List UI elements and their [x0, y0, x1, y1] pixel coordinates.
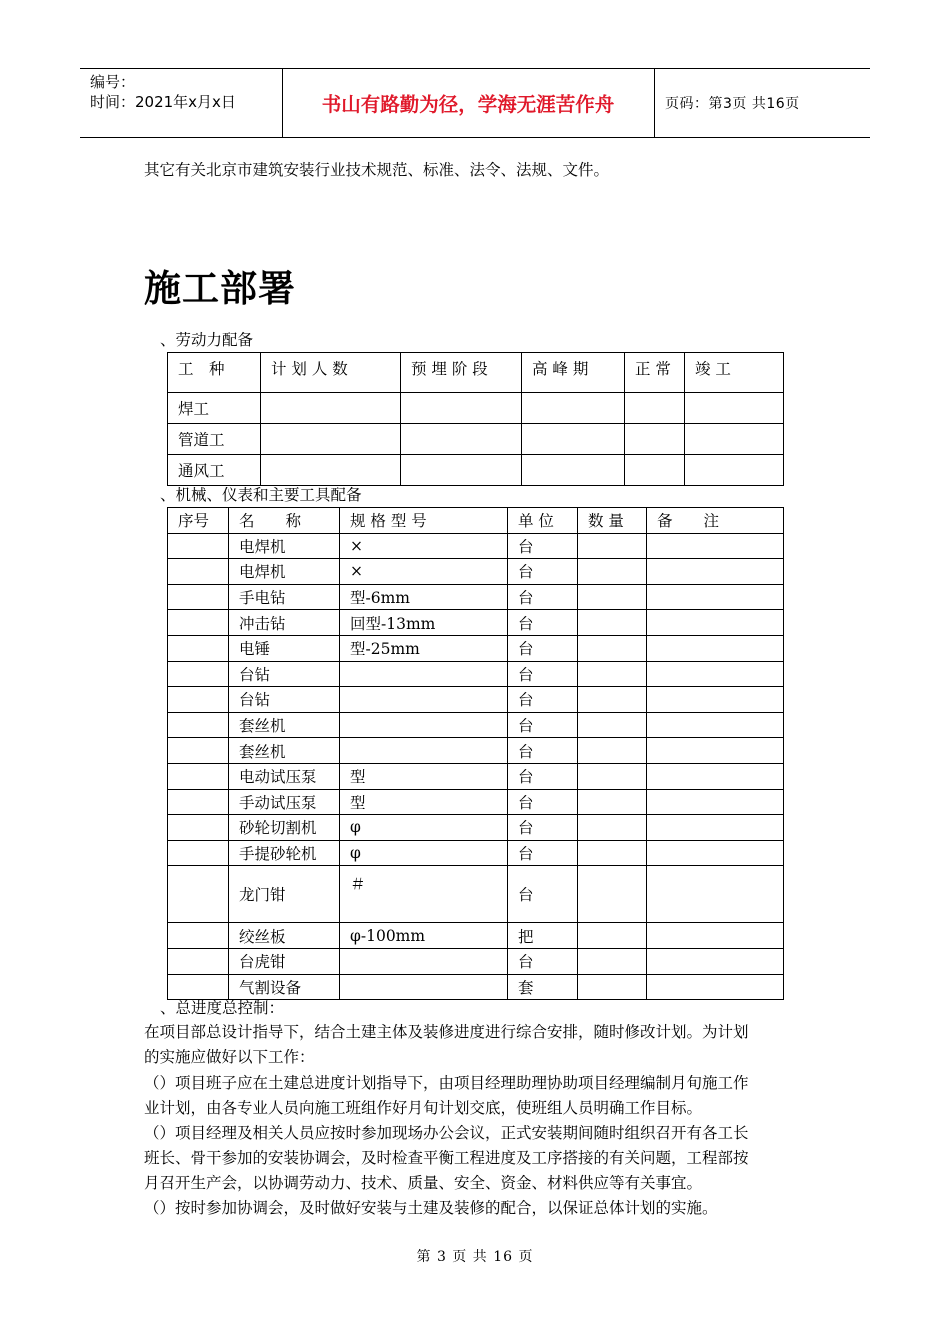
- tool-name: 电焊机: [229, 559, 340, 585]
- tool-name: 冲击钻: [229, 610, 340, 636]
- tool-spec: ＃: [340, 866, 508, 923]
- tool-unit: 台: [508, 866, 578, 923]
- tool-unit: 套: [508, 974, 578, 1000]
- tool-unit: 台: [508, 533, 578, 559]
- schedule-line: 的实施应做好以下工作：: [144, 1048, 315, 1066]
- tool-unit: 台: [508, 840, 578, 866]
- tool-qty: [578, 687, 647, 713]
- table-cell: [625, 424, 685, 455]
- column-header: 数 量: [578, 508, 647, 534]
- tool-qty: [578, 948, 647, 974]
- labor-trade: 焊工: [168, 393, 261, 424]
- tool-name: 电动试压泵: [229, 763, 340, 789]
- tool-name: 台虎钳: [229, 948, 340, 974]
- tool-qty: [578, 789, 647, 815]
- schedule-line: 月召开生产会，以协调劳动力、技术、质量、安全、资金、材料供应等有关事宜。: [144, 1174, 703, 1192]
- tool-name: 龙门钳: [229, 866, 340, 923]
- schedule-line: 业计划，由各专业人员向施工班组作好月旬计划交底，使班组人员明确工作目标。: [144, 1099, 703, 1117]
- tool-unit: 台: [508, 789, 578, 815]
- tool-name: 手电钻: [229, 584, 340, 610]
- table-row: [168, 687, 784, 713]
- tool-qty: [578, 840, 647, 866]
- table-row: [168, 815, 784, 841]
- tool-name: 手动试压泵: [229, 789, 340, 815]
- tool-qty: [578, 923, 647, 949]
- tool-unit: 台: [508, 584, 578, 610]
- tool-note: [647, 763, 784, 789]
- labor-trade: 管道工: [168, 424, 261, 455]
- tool-note: [647, 948, 784, 974]
- tool-seq: [168, 712, 229, 738]
- tool-spec: [340, 738, 508, 764]
- schedule-line: （）按时参加协调会，及时做好安装与土建及装修的配合，以保证总体计划的实施。: [144, 1199, 718, 1217]
- tool-note: [647, 661, 784, 687]
- header-divider: [654, 69, 655, 137]
- tool-spec: [340, 974, 508, 1000]
- table-cell: [261, 393, 401, 424]
- tool-qty: [578, 815, 647, 841]
- tool-qty: [578, 635, 647, 661]
- intro-line: 其它有关北京市建筑安装行业技术规范、标准、法令、法规、文件。: [144, 161, 610, 179]
- tool-note: [647, 866, 784, 923]
- tool-spec: 回型-13mm: [340, 610, 508, 636]
- table-cell: [401, 455, 522, 486]
- tool-qty: [578, 559, 647, 585]
- table-cell: [522, 455, 625, 486]
- column-header: 序号: [168, 508, 229, 534]
- labor-header-row: [168, 353, 784, 393]
- tool-qty: [578, 712, 647, 738]
- tool-name: 套丝机: [229, 712, 340, 738]
- tool-unit: 台: [508, 712, 578, 738]
- tool-spec: ×: [340, 559, 508, 585]
- table-row: [168, 738, 784, 764]
- tool-qty: [578, 584, 647, 610]
- table-cell: [522, 393, 625, 424]
- tool-unit: 台: [508, 635, 578, 661]
- page-footer: 第 3 页 共 16 页: [416, 1249, 534, 1265]
- tool-spec: φ: [340, 840, 508, 866]
- tool-note: [647, 610, 784, 636]
- tool-seq: [168, 866, 229, 923]
- tool-seq: [168, 687, 229, 713]
- tool-note: [647, 712, 784, 738]
- tool-unit: 把: [508, 923, 578, 949]
- column-header: 正 常: [625, 353, 685, 393]
- table-cell: [261, 424, 401, 455]
- tool-spec: [340, 948, 508, 974]
- number-label: 编号：: [90, 73, 136, 91]
- column-header: 工 种: [168, 353, 261, 393]
- tool-unit: 台: [508, 559, 578, 585]
- tool-name: 套丝机: [229, 738, 340, 764]
- header-motto: 书山有路勤为径，学海无涯苦作舟: [321, 93, 615, 116]
- tool-spec: [340, 661, 508, 687]
- tool-note: [647, 923, 784, 949]
- tool-qty: [578, 974, 647, 1000]
- header-left: [90, 72, 236, 112]
- table-row: [168, 610, 784, 636]
- tools-table: [167, 507, 784, 1000]
- tool-note: [647, 974, 784, 1000]
- tool-note: [647, 840, 784, 866]
- table-row: [168, 840, 784, 866]
- table-cell: [522, 424, 625, 455]
- tool-spec: ×: [340, 533, 508, 559]
- tool-spec: 型-25mm: [340, 635, 508, 661]
- column-header: 备 注: [647, 508, 784, 534]
- tool-name: 电锤: [229, 635, 340, 661]
- tool-seq: [168, 789, 229, 815]
- table-row: [168, 948, 784, 974]
- tool-note: [647, 533, 784, 559]
- tool-name: 砂轮切割机: [229, 815, 340, 841]
- tool-seq: [168, 948, 229, 974]
- table-row: [168, 635, 784, 661]
- column-header: 单 位: [508, 508, 578, 534]
- table-row: [168, 763, 784, 789]
- schedule-line: 班长、骨干参加的安装协调会，及时检查平衡工程进度及工序搭接的有关问题，工程部按: [144, 1149, 749, 1167]
- tool-unit: 台: [508, 948, 578, 974]
- tool-qty: [578, 533, 647, 559]
- schedule-line: （）项目经理及相关人员应按时参加现场办公会议，正式安装期间随时组织召开有各工长: [144, 1124, 749, 1142]
- tool-qty: [578, 866, 647, 923]
- tool-note: [647, 687, 784, 713]
- tool-seq: [168, 559, 229, 585]
- table-row: [168, 661, 784, 687]
- table-cell: [625, 455, 685, 486]
- tool-seq: [168, 815, 229, 841]
- table-row: [168, 424, 784, 455]
- tool-spec: φ-100mm: [340, 923, 508, 949]
- header-page-info: 页码：第3页 共16页: [665, 96, 800, 112]
- tool-seq: [168, 763, 229, 789]
- tool-seq: [168, 738, 229, 764]
- table-cell: [685, 393, 784, 424]
- labor-caption: 、劳动力配备: [160, 331, 254, 349]
- tools-caption: 、机械、仪表和主要工具配备: [160, 486, 362, 504]
- column-header: 预 埋 阶 段: [401, 353, 522, 393]
- table-row: [168, 866, 784, 923]
- tool-spec: 型: [340, 789, 508, 815]
- table-row: [168, 455, 784, 486]
- tool-note: [647, 635, 784, 661]
- tool-seq: [168, 533, 229, 559]
- tool-name: 气割设备: [229, 974, 340, 1000]
- column-header: 计 划 人 数: [261, 353, 401, 393]
- table-row: [168, 923, 784, 949]
- tool-seq: [168, 610, 229, 636]
- tool-seq: [168, 840, 229, 866]
- tool-unit: 台: [508, 661, 578, 687]
- tool-qty: [578, 661, 647, 687]
- table-row: [168, 789, 784, 815]
- date-label: 时间：2021年x月x日: [90, 93, 236, 111]
- page-header: [80, 68, 870, 138]
- tool-seq: [168, 584, 229, 610]
- tool-spec: [340, 687, 508, 713]
- table-cell: [261, 455, 401, 486]
- labor-table: [167, 352, 784, 486]
- tool-unit: 台: [508, 763, 578, 789]
- tool-unit: 台: [508, 687, 578, 713]
- tool-name: 台钻: [229, 661, 340, 687]
- tool-name: 绞丝板: [229, 923, 340, 949]
- tool-qty: [578, 763, 647, 789]
- tool-unit: 台: [508, 738, 578, 764]
- tool-unit: 台: [508, 610, 578, 636]
- tool-note: [647, 815, 784, 841]
- tool-spec: 型: [340, 763, 508, 789]
- tool-name: 台钻: [229, 687, 340, 713]
- table-cell: [401, 424, 522, 455]
- tool-note: [647, 584, 784, 610]
- table-row: [168, 393, 784, 424]
- column-header: 名 称: [229, 508, 340, 534]
- table-row: [168, 584, 784, 610]
- column-header: 竣 工: [685, 353, 784, 393]
- tool-qty: [578, 738, 647, 764]
- labor-trade: 通风工: [168, 455, 261, 486]
- column-header: 规 格 型 号: [340, 508, 508, 534]
- tools-header-row: [168, 508, 784, 534]
- tool-seq: [168, 923, 229, 949]
- table-cell: [685, 455, 784, 486]
- tool-seq: [168, 661, 229, 687]
- table-cell: [401, 393, 522, 424]
- tool-name: 电焊机: [229, 533, 340, 559]
- table-cell: [625, 393, 685, 424]
- tool-spec: [340, 712, 508, 738]
- tool-note: [647, 789, 784, 815]
- table-row: [168, 559, 784, 585]
- schedule-line: （）项目班子应在土建总进度计划指导下，由项目经理助理协助项目经理编制月旬施工作: [144, 1074, 749, 1092]
- column-header: 高 峰 期: [522, 353, 625, 393]
- table-row: [168, 712, 784, 738]
- tool-spec: 型-6mm: [340, 584, 508, 610]
- section-title: 施工部署: [144, 267, 296, 310]
- table-row: [168, 533, 784, 559]
- table-cell: [685, 424, 784, 455]
- schedule-caption: 、总进度总控制：: [160, 999, 285, 1017]
- tool-note: [647, 738, 784, 764]
- schedule-line: 在项目部总设计指导下，结合土建主体及装修进度进行综合安排，随时修改计划。为计划: [144, 1023, 749, 1041]
- tool-name: 手提砂轮机: [229, 840, 340, 866]
- tool-unit: 台: [508, 815, 578, 841]
- tool-seq: [168, 635, 229, 661]
- tool-qty: [578, 610, 647, 636]
- tool-note: [647, 559, 784, 585]
- tool-spec: φ: [340, 815, 508, 841]
